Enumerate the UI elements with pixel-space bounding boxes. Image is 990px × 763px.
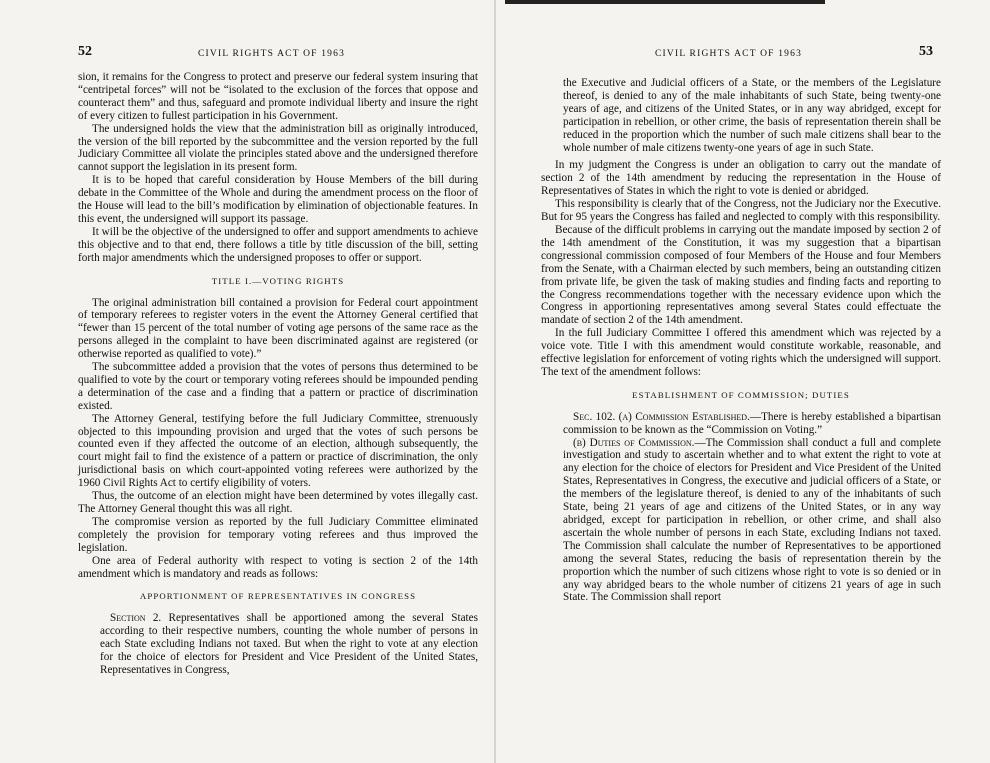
amendment-sec-102b [563, 437, 941, 605]
left-page [0, 0, 494, 763]
right-column [541, 77, 941, 604]
paragraph: It is to be hoped that careful consideration by House Members of the bill during debate in the Committee of the Whole and during the amendment process on the floor of the House will lead to the bill’s modification by elimination of objectionable features. In this event, the undersigned will support its passage. [78, 174, 478, 225]
paragraph: sion, it remains for the Congress to protect and preserve our federal system insuring that “centripetal forces” will not be “isolated to the exclusion of the forces that oppose and counteract them” and thus, safeguard and promote individual liberty and insure the right of every citizen to fullest participation in his Government. [78, 71, 478, 122]
sec-102a-label: Sec. 102. (a) Commission Established. [573, 410, 750, 423]
paragraph: The undersigned holds the view that the administration bill as originally introduced, the version of the bill reported by the subcommittee and the version reported by the full Judiciary Committee all violate the principles stated above and the undersigned therefore cannot support the legislation in its present form. [78, 122, 478, 174]
constitution-quote [100, 612, 478, 677]
paragraph: It will be the objective of the undersigned to offer and support amendments to achieve this objective and to that end, there follows a title by title discussion of the bill, setting forth major amendments which the undersigned proposes to offer or support. [78, 225, 478, 264]
sec-102a-text: —There is hereby established a bipartisan commission to be known as the “Commission on Voting.” [563, 410, 941, 436]
page-number-left: 52 [78, 44, 92, 59]
quote-section-label: Section 2. [110, 612, 162, 625]
page-number-right: 53 [919, 44, 933, 59]
section-heading-voting-rights: TITLE I.—VOTING RIGHTS [211, 275, 345, 286]
paragraph: In my judgment the Congress is under an obligation to carry out the mandate of section 2 of the 14th amendment by reducing the representation in the House of Representatives of States in which the right to vote is denied or abridged. [541, 159, 941, 198]
paragraph: In the full Judiciary Committee I offered this amendment which was rejected by a voice vote. Title I with this amendment would constitute workable, reasonable, and effective legislation for enforcement of voting rights which the undersigned will support. The text of the amendment follows: [541, 327, 941, 378]
paragraph: Thus, the outcome of an election might have been determined by votes illegally cast. The Attorney General thought this was all right. [78, 490, 478, 515]
sec-102b-text: —The Commission shall conduct a full and complete investigation and study to ascertain whether and to what extent the right to vote at any election for the choice of electors for President and Vice President of the United States, Representatives in Congress, the executive and judicial officers of a State, or the members of the legislature thereof, is denied to any of the inhabitants of such State, being 21 years of age and citizens of the United States, or in any way abridged, except for participation in rebellion, or other crime, and shall also ascertain the whole number of persons in each State, excluding Indians not taxed. The Commission shall calculate the number of Representatives to be apportioned among the several States, reducing the basis of representation therein by the proportion which the number of such citizens whose right to vote is so denied or in any way abridged bears to the whole number of citizens 21 years of age in such State. The Commission shall report [563, 436, 941, 604]
right-page [497, 0, 990, 763]
running-head-right: CIVIL RIGHTS ACT OF 1963 [655, 49, 803, 59]
paragraph: The original administration bill contained a provision for Federal court appointment of temporary referees to register voters in the event the Attorney General certified that “fewer than 15 percent of the total number of voting age persons of the same race as the persons alleged in the complaint to have been discriminated against are registered (or otherwise reported as qualified to vote).” [78, 296, 478, 361]
amendment-sec-102a [563, 411, 941, 437]
paragraph: This responsibility is clearly that of the Congress, not the Judiciary nor the Executive. But for 95 years the Congress has failed and neglected to comply with this responsibility. [541, 198, 941, 224]
constitution-quote-continued: the Executive and Judicial officers of a State, or the members of the Legislature thereof, is denied to any of the male inhabitants of such State, being twenty-one years of age, and citizens of the United States, or in any way abridged, except for participation in rebellion, or other crime, the basis of representation therein shall be reduced in the proportion which the number of such male citizens shall bear to the whole number of male citizens twenty-one years of age in such State. [563, 77, 941, 154]
book-gutter [494, 0, 496, 763]
section-heading-commission: ESTABLISHMENT OF COMMISSION; DUTIES [632, 389, 850, 400]
paragraph: One area of Federal authority with respect to voting is section 2 of the 14th amendment which is mandatory and reads as follows: [78, 554, 478, 580]
sec-102b-label: (b) Duties of Commission. [573, 436, 695, 449]
left-column [78, 71, 478, 677]
quote-text: Representatives shall be apportioned among the several States according to their respective numbers, counting the whole number of persons in each State excluding Indians not taxed. But when the right to vote at any election for the choice of electors for President and Vice President of the United States, Representatives in Congress, [100, 612, 478, 676]
section-heading-apportionment: APPORTIONMENT OF REPRESENTATIVES IN CONGRESS [139, 591, 417, 602]
running-head-left: CIVIL RIGHTS ACT OF 1963 [198, 49, 346, 59]
paragraph: The compromise version as reported by the full Judiciary Committee eliminated completely the provision for temporary voting referees and thus improved the legislation. [78, 515, 478, 554]
paragraph: The subcommittee added a provision that the votes of persons thus determined to be qualified to vote by the court or temporary voting referees should be impounded pending a determination of the case and a finding that a pattern or practice of discrimination existed. [78, 361, 478, 412]
paragraph: The Attorney General, testifying before the full Judiciary Committee, strenuously objected to this impounding provision and urged that the votes of such persons be counted even if they affected the outcome of an election, although subsequently, the court might fail to find the existence of a pattern or practice of discrimination, the only jurisdictional basis on which court-appointed voting referees were authorized by the 1960 Civil Rights Act to certify eligibility of voters. [78, 412, 478, 490]
paragraph: Because of the difficult problems in carrying out the mandate imposed by section 2 of the 14th amendment of the Constitution, it was my suggestion that a bipartisan congressional commission composed of four Members of the House and four Members from the Senate, with a Chairman elected by such members, being an outstanding citizen from private life, be given the task of making studies and finding facts and reporting to the Congress recommendations together with the necessary evidence upon which the Congress in apportioning representatives among several States could effectuate the mandate of section 2 of the 14th amendment. [541, 223, 941, 327]
